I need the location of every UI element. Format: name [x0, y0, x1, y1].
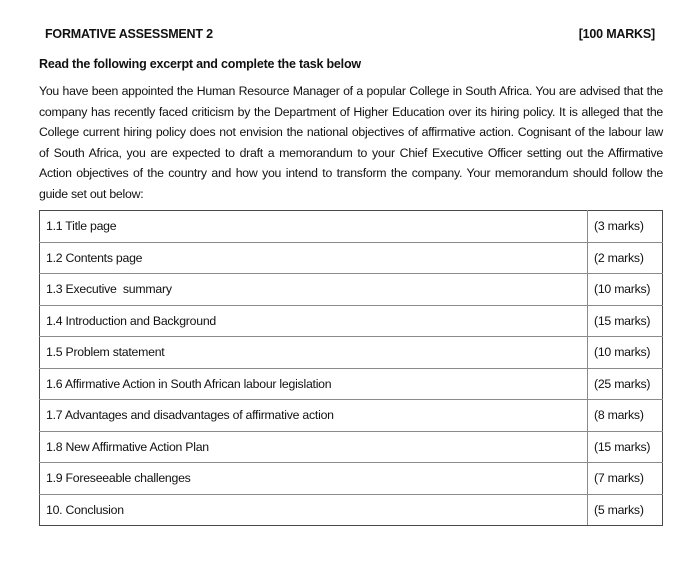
section-item: 10. Conclusion [40, 494, 588, 526]
section-marks: (10 marks) [588, 274, 663, 306]
section-marks: (10 marks) [588, 337, 663, 369]
section-marks: (25 marks) [588, 368, 663, 400]
total-marks: [100 MARKS] [578, 27, 655, 41]
section-item: 1.7 Advantages and disadvantages of affirmative action [40, 400, 588, 432]
section-item: 1.3 Executive summary [40, 274, 588, 306]
table-row [40, 242, 663, 274]
section-item: 1.2 Contents page [40, 242, 588, 274]
assessment-title: FORMATIVE ASSESSMENT 2 [45, 27, 213, 41]
instruction-heading: Read the following excerpt and complete the task below [39, 57, 361, 71]
table-row [40, 368, 663, 400]
section-item: 1.4 Introduction and Background [40, 305, 588, 337]
section-marks: (2 marks) [588, 242, 663, 274]
section-marks: (3 marks) [588, 211, 663, 243]
section-item: 1.1 Title page [40, 211, 588, 243]
section-item: 1.9 Foreseeable challenges [40, 463, 588, 495]
table-row [40, 400, 663, 432]
table-row [40, 337, 663, 369]
marks-table [39, 210, 663, 526]
section-item: 1.8 New Affirmative Action Plan [40, 431, 588, 463]
table-row [40, 211, 663, 243]
section-marks: (5 marks) [588, 494, 663, 526]
table-row [40, 463, 663, 495]
section-marks: (8 marks) [588, 400, 663, 432]
table-row [40, 494, 663, 526]
section-marks: (15 marks) [588, 305, 663, 337]
task-paragraph: You have been appointed the Human Resource Manager of a popular College in South Africa. You are advised that the company has recently faced criticism by the Department of Higher Education over its hiring policy. It is alleged that the College current hiring policy does not envision the national objectives of affirmative action. Cognisant of the labour law of South Africa, you are expected to draft a memorandum to your Chief Executive Officer setting out the Affirmative Action objectives of the country and how you intend to transform the company. Your memorandum should follow the guide set out below: [39, 84, 663, 201]
header-row [45, 27, 655, 45]
table-row [40, 431, 663, 463]
section-marks: (7 marks) [588, 463, 663, 495]
section-item: 1.6 Affirmative Action in South African labour legislation [40, 368, 588, 400]
table-row [40, 274, 663, 306]
section-item: 1.5 Problem statement [40, 337, 588, 369]
section-marks: (15 marks) [588, 431, 663, 463]
table-row [40, 305, 663, 337]
